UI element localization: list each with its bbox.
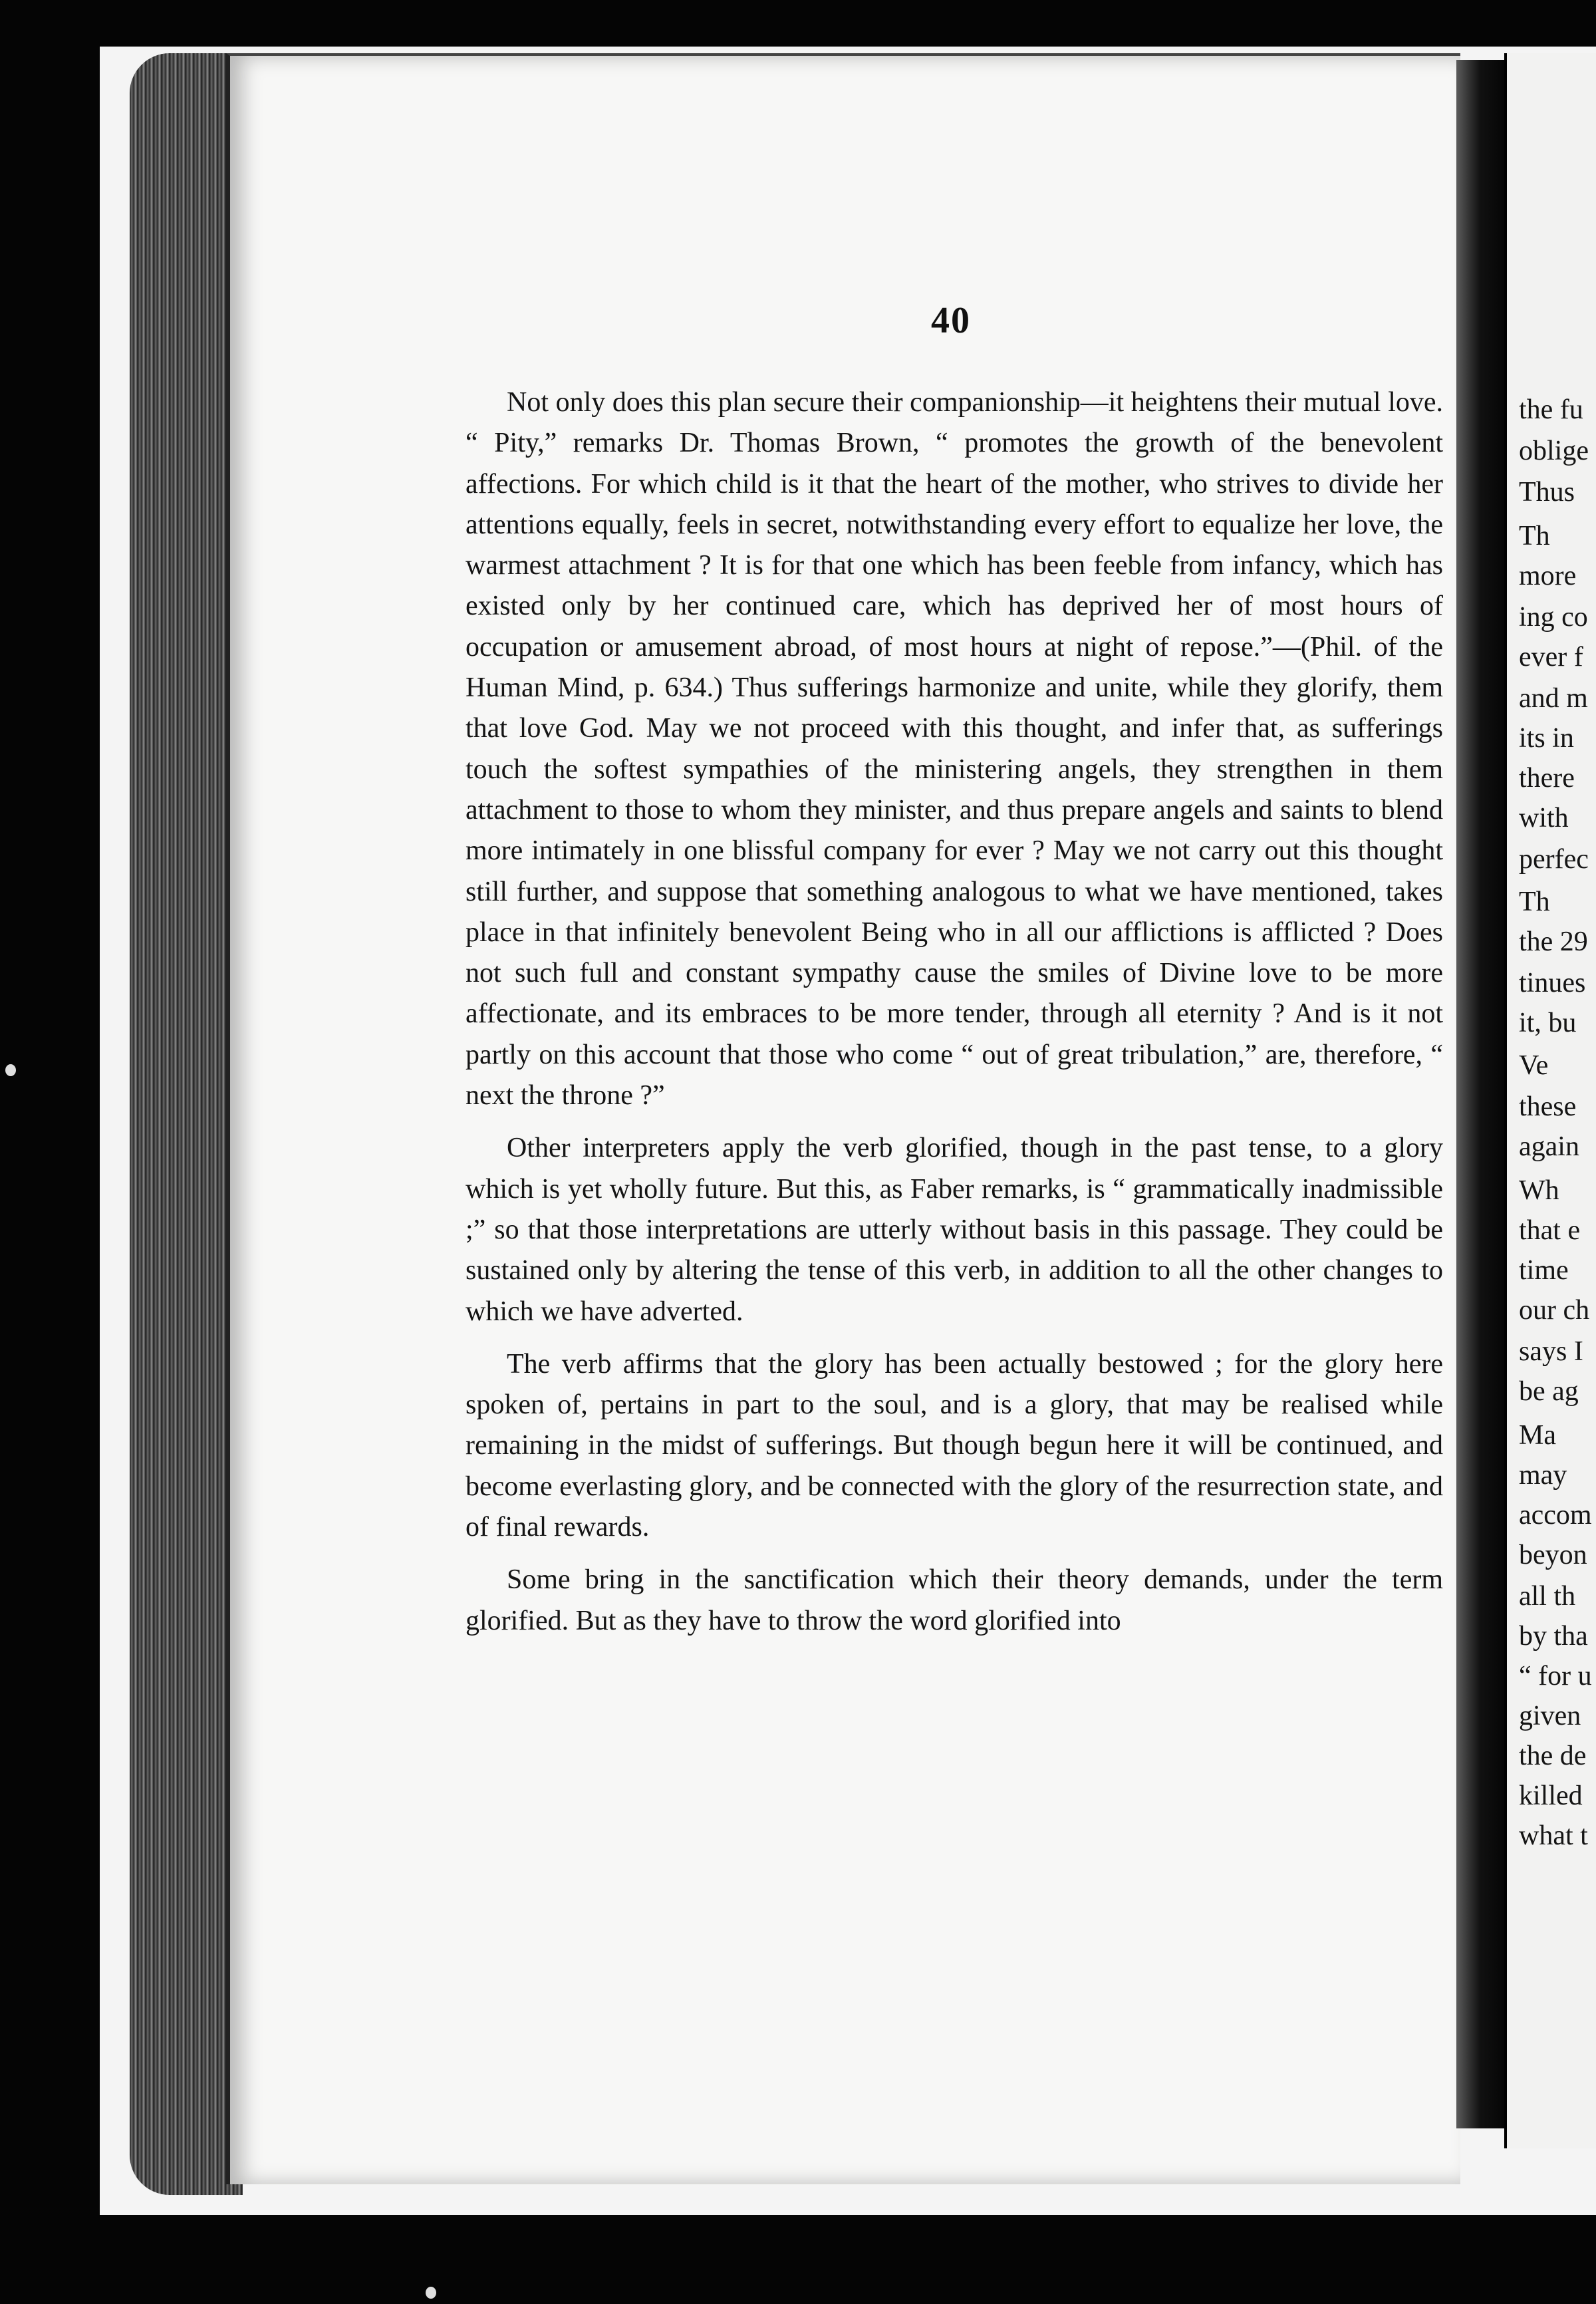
adjacent-page-line: its in — [1519, 723, 1574, 754]
adjacent-page-line: that e — [1519, 1215, 1581, 1246]
adjacent-page-line: given — [1519, 1701, 1581, 1731]
adjacent-page-line: says I — [1519, 1336, 1583, 1367]
adjacent-page-line: may — [1519, 1460, 1567, 1491]
adjacent-page-line: Th — [1519, 521, 1550, 551]
adjacent-page-line: tinues — [1519, 968, 1586, 998]
adjacent-page-line: more — [1519, 561, 1577, 591]
scan-speck — [5, 1064, 16, 1076]
adjacent-page-line: again — [1519, 1131, 1579, 1162]
adjacent-page — [1504, 53, 1596, 2148]
page-number: 40 — [931, 300, 971, 341]
paragraph: Some bring in the sanctification which their theory demands, under the term glorified. But as they have to throw the word glorified into — [466, 1564, 1443, 1636]
adjacent-page-line: it, bu — [1519, 1008, 1577, 1038]
adjacent-page-line: by tha — [1519, 1621, 1588, 1652]
paragraph: The verb affirms that the glory has been actually bestowed ; for the glory here spoken of, pertains in part to the soul, and is a glory, that may be realised while remaining in the midst of sufferings. But though begun here it will be continued, and become everlasting glory, and be connected with the glory of the resurrection state, and of final rewards. — [466, 1348, 1443, 1543]
adjacent-page-line: the fu — [1519, 394, 1583, 425]
adjacent-page-line: “ for u — [1519, 1661, 1592, 1691]
adjacent-page-line: Th — [1519, 887, 1550, 917]
adjacent-page-line: with — [1519, 803, 1569, 833]
adjacent-page-line: Thus — [1519, 477, 1575, 507]
adjacent-page-line: there — [1519, 763, 1575, 793]
adjacent-page-line: be ag — [1519, 1376, 1579, 1407]
adjacent-page-line: Ma — [1519, 1420, 1556, 1451]
adjacent-page-line: Wh — [1519, 1175, 1559, 1206]
adjacent-page-line: accom — [1519, 1500, 1592, 1530]
adjacent-page-line: time — [1519, 1255, 1569, 1286]
adjacent-page-line: our ch — [1519, 1295, 1590, 1326]
adjacent-page-line: ever f — [1519, 642, 1583, 672]
adjacent-page-line: the 29 — [1519, 927, 1588, 957]
adjacent-page-line: beyon — [1519, 1540, 1587, 1570]
adjacent-page-line: Ve — [1519, 1050, 1549, 1081]
adjacent-page-line: ing co — [1519, 602, 1588, 633]
adjacent-page-line: the de — [1519, 1741, 1587, 1771]
page-body-text — [466, 382, 1443, 1654]
adjacent-page-line: these — [1519, 1091, 1577, 1122]
adjacent-page-line: and m — [1519, 683, 1588, 714]
adjacent-page-line: all th — [1519, 1581, 1576, 1612]
paragraph: Other interpreters apply the verb glorified, though in the past tense, to a glory which is yet wholly future. But this, as Faber remarks, is “ grammatically inadmissible ;” so that those interpretations are utterly without basis in this passage. They could be sustained only by altering the tense of this verb, in addition to all the other changes to which we have adverted. — [466, 1133, 1443, 1327]
adjacent-page-line: oblige — [1519, 436, 1589, 466]
adjacent-page-line: perfec — [1519, 844, 1589, 875]
adjacent-page-line: killed — [1519, 1781, 1583, 1811]
adjacent-page-line: what t — [1519, 1820, 1588, 1851]
paragraph: Not only does this plan secure their companionship—it heightens their mutual love. “ Pity,” remarks Dr. Thomas Brown, “ promotes the growth of the benevolent affections. For which child is it that the heart of the mother, who strives to divide her attentions equally, feels in secret, notwithstanding every effort to equalize her love, the warmest attachment ? It is for that one which has been feeble from infancy, which has existed only by her continued care, which has deprived her of most hours of occupation or amusement abroad, of most hours at night of repose.”—(Phil. of the Human Mind, p. 634.) Thus sufferings harmonize and unite, while they glorify, them that love God. May we not proceed with this thought, and infer that, as sufferings touch the softest sympathies of the ministering angels, they strengthen in them attachment to those to whom they minister, and thus prepare angels and saints to blend more intimately in one blissful company for ever ? May we not carry out this thought still further, and suppose that something analogous to what we have mentioned, takes place in that infinitely benevolent Being who in all our afflictions is afflicted ? Does not such full and constant sympathy cause the smiles of Divine love to be more affectionate, and its embraces to be more tender, through all eternity ? And is it not partly on this account that those who come “ out of great tribulation,” are, therefore, “ next the throne ?” — [466, 387, 1443, 1111]
scan-speck — [426, 2287, 436, 2299]
